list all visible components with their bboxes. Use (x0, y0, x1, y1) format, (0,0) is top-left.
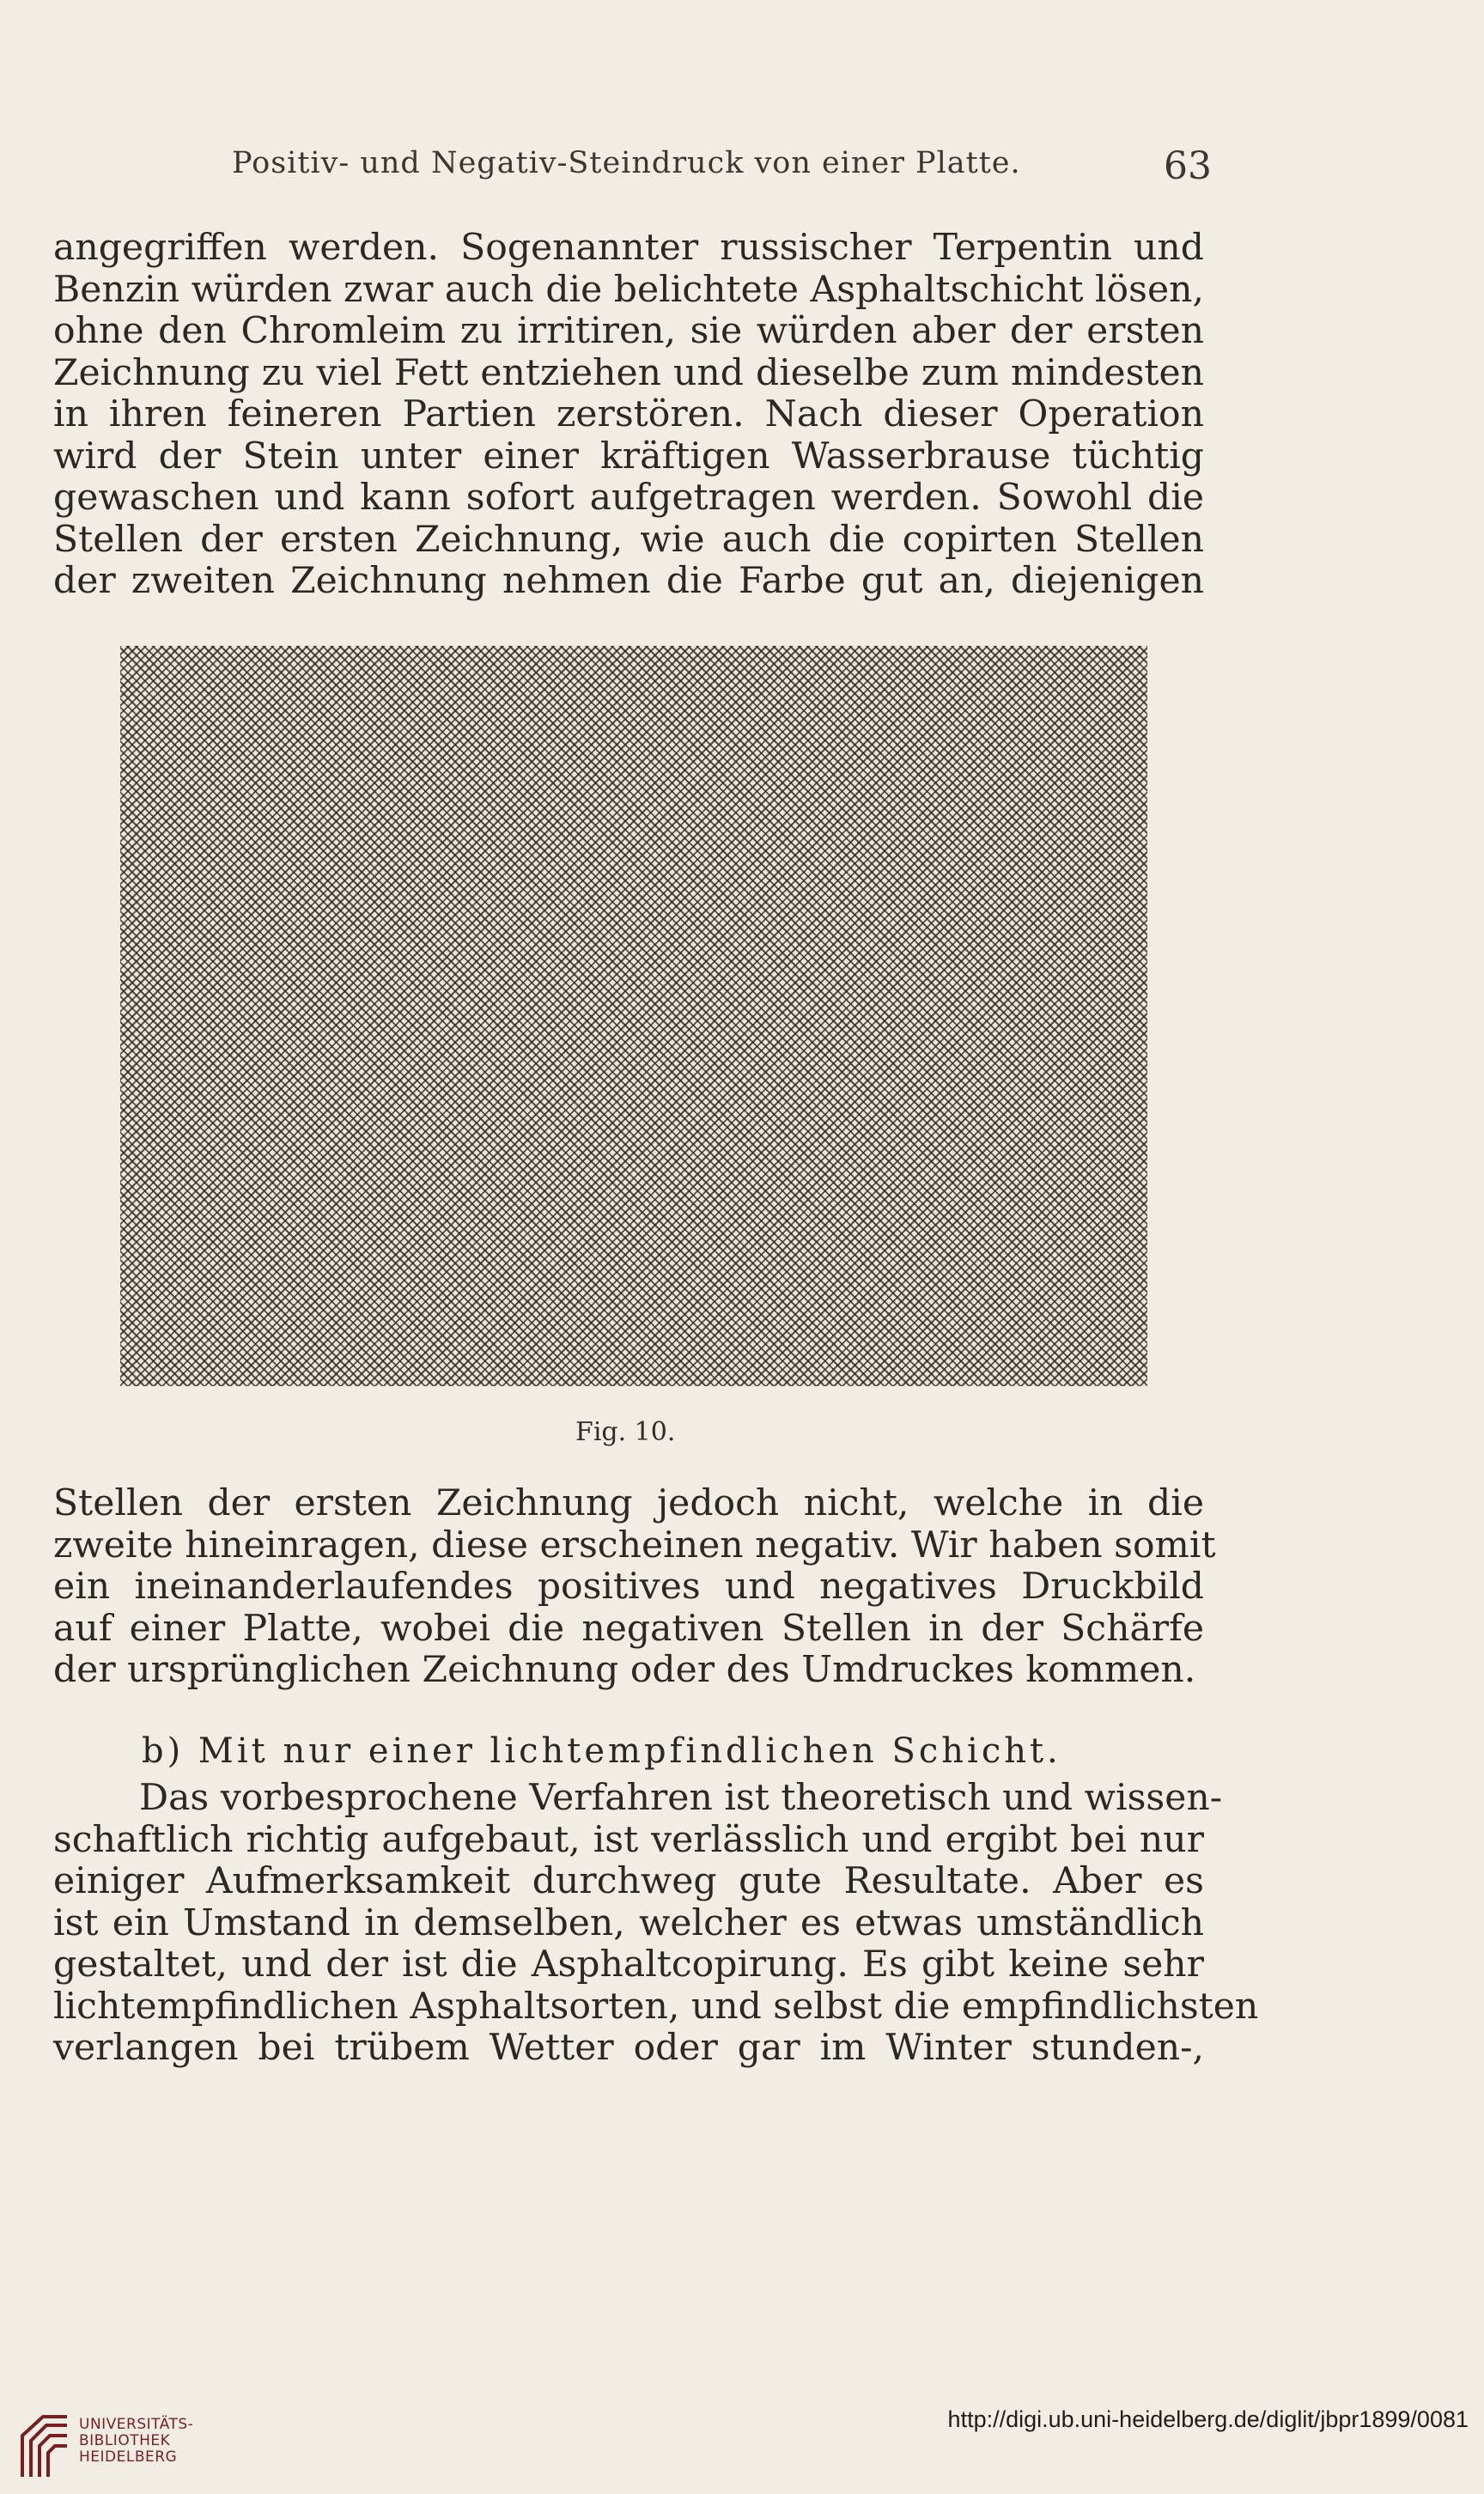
text-line: auf einer Platte, wobei die negativen Stellen in der Schärfe (53, 1607, 1204, 1650)
text-line: der ursprünglichen Zeichnung oder des Umdruckes kommen. (53, 1649, 1196, 1691)
text-line: Benzin würden zwar auch die belichtete Asphaltschicht lösen, (53, 268, 1204, 311)
text-line: Stellen der ersten Zeichnung, wie auch die copirten Stellen (53, 518, 1204, 561)
text-line: Das vorbesprochene Verfahren ist theoretisch und wissen- (139, 1777, 1223, 1819)
library-logo-icon (17, 2410, 72, 2480)
library-name-line: HEIDELBERG (79, 2448, 178, 2466)
text-line: ist ein Umstand in demselben, welcher es etwas umständlich (53, 1901, 1204, 1944)
section-heading: b) Mit nur einer lichtempfindlichen Schicht. (142, 1731, 1061, 1771)
text-line: schaftlich richtig aufgebaut, ist verlässlich und ergibt bei nur (53, 1818, 1204, 1861)
running-head: Positiv- und Negativ-Steindruck von einer Platte. (232, 146, 1021, 180)
text-line: lichtempfindlichen Asphaltsorten, und selbst die empfindlichsten (53, 1985, 1259, 2028)
text-line: verlangen bei trübem Wetter oder gar im Winter stunden-, (53, 2027, 1204, 2069)
text-line: zweite hineinragen, diese erscheinen negativ. Wir haben somit (53, 1524, 1216, 1566)
text-line: Zeichnung zu viel Fett entziehen und dieselbe zum mindesten (53, 351, 1204, 394)
text-line: wird der Stein unter einer kräftigen Wasserbrause tüchtig (53, 435, 1204, 478)
source-url[interactable]: http://digi.ub.uni-heidelberg.de/diglit/jbpr1899/0081 (947, 2406, 1469, 2432)
library-name-line: UNIVERSITÄTS- (79, 2416, 194, 2433)
text-line: Stellen der ersten Zeichnung jedoch nicht, welche in die (53, 1482, 1204, 1524)
text-line: einiger Aufmerksamkeit durchweg gute Resultate. Aber es (53, 1860, 1204, 1902)
page-number: 63 (1164, 144, 1212, 188)
text-line: gewaschen und kann sofort aufgetragen werden. Sowohl die (53, 477, 1204, 519)
text-line: gestaltet, und der ist die Asphaltcopirung. Es gibt keine sehr (53, 1943, 1204, 1986)
figure-10 (120, 646, 1147, 1447)
text-line: in ihren feineren Partien zerstören. Nach dieser Operation (53, 393, 1204, 435)
crosshatch-pattern-figure (120, 646, 1147, 1386)
text-line: ohne den Chromleim zu irritiren, sie würden aber der ersten (53, 310, 1204, 352)
paragraph-2 (53, 1482, 1216, 1692)
paragraph-1 (53, 228, 1204, 603)
figure-caption: Fig. 10. (575, 1417, 676, 1447)
paragraph-3 (53, 1777, 1259, 2070)
text-line: der zweiten Zeichnung nehmen die Farbe gut an, diejenigen (53, 560, 1204, 602)
library-name (79, 2417, 193, 2466)
library-name-line: BIBLIOTHEK (79, 2432, 171, 2449)
text-line: angegriffen werden. Sogenannter russischer Terpentin und (53, 227, 1204, 269)
text-line: ein ineinanderlaufendes positives und negatives Druckbild (53, 1566, 1204, 1608)
